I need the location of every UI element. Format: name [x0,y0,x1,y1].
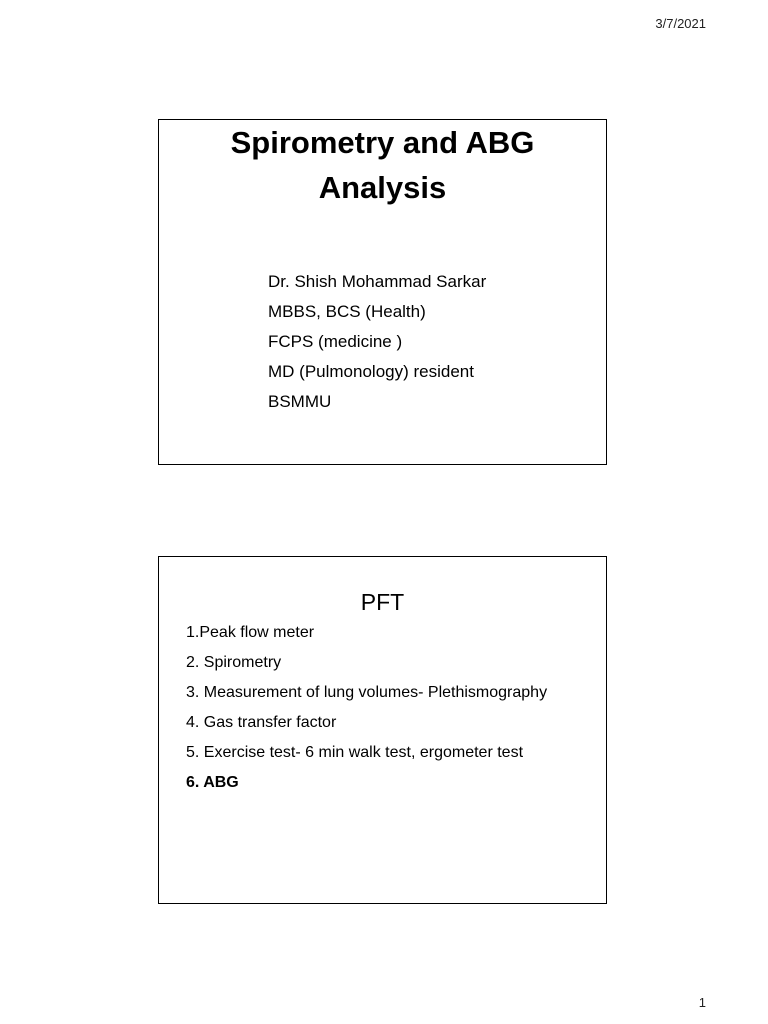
list-item: 4. Gas transfer factor [186,714,337,731]
list-item: 5. Exercise test- 6 min walk test, ergometer test [186,744,524,761]
list-item: 2. Spirometry [186,654,282,671]
slide-title-heading [159,120,606,210]
list-item: 3. Measurement of lung volumes- Plethismography [186,684,548,701]
author-name: Dr. Shish Mohammad Sarkar [268,272,487,291]
list-item: 6. ABG [186,774,239,791]
list-item: 1.Peak flow meter [186,624,315,641]
author-block [268,267,486,417]
pft-list [186,621,586,801]
author-institution: BSMMU [268,392,332,411]
slide-pft [158,556,607,904]
slide-title [158,119,607,465]
author-degree: MBBS, BCS (Health) [268,302,426,321]
slide-pft-heading: PFT [360,589,405,615]
title-line-2: Analysis [318,170,447,205]
author-fellowship: FCPS (medicine ) [268,332,403,351]
page-number: 1 [698,995,706,1010]
author-position: MD (Pulmonology) resident [268,362,474,381]
title-line-1: Spirometry and ABG [230,125,535,160]
page-date: 3/7/2021 [655,16,706,31]
